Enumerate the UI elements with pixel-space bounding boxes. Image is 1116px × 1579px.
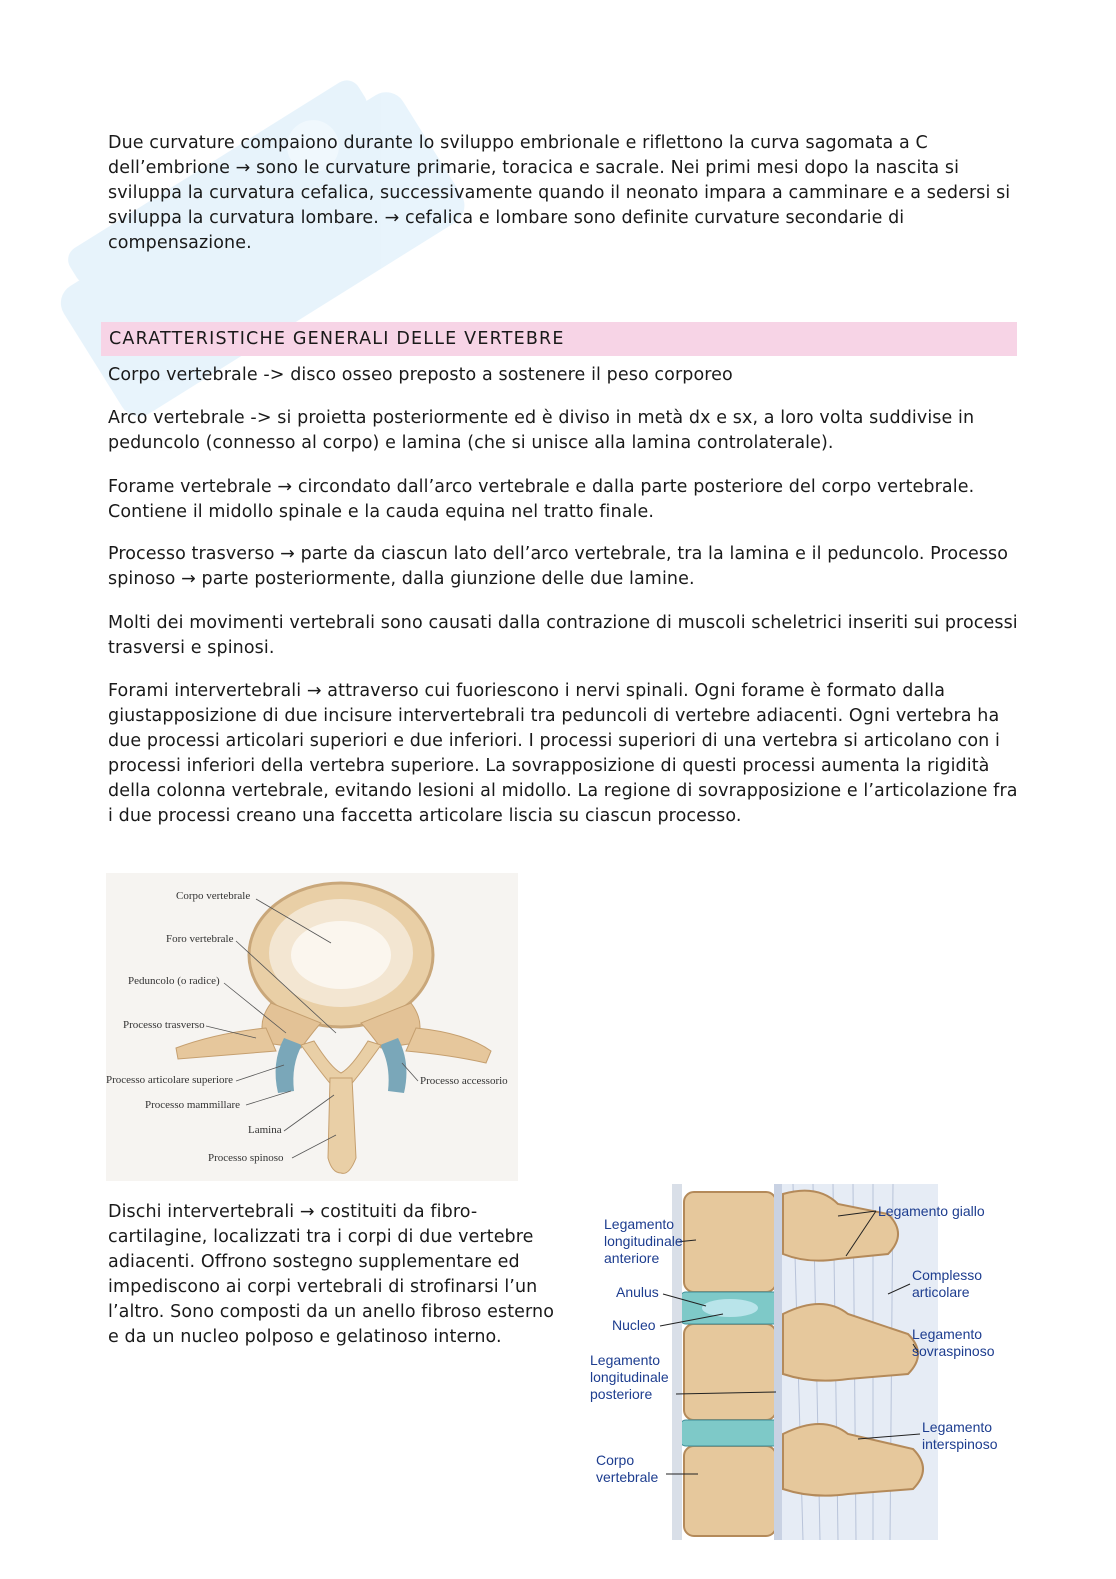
- label-corpo-vertebrale-col: [596, 1452, 658, 1486]
- label-corpo-line1: Corpo: [596, 1452, 635, 1468]
- label-lla-line1: Legamento: [604, 1216, 675, 1232]
- paragraph-corpo-vertebrale: Corpo vertebrale -> disco osseo preposto a sostenere il peso corporeo: [108, 365, 733, 385]
- paragraph-forami-intervertebrali: Forami intervertebrali → attraverso cui fuoriescono i nervi spinali. Ogni forame è formato dalla giustapposizione di due incisure intervertebrali tra peduncoli di vertebre adiacenti. Ogni vertebra ha due processi articolari superiori e due inferiori. I processi superiori di una vertebra si articolano con i processi inferiori della vertebra superiore. La sovrapposizione di questi processi aumenta la rigidità della colonna vertebrale, evitando lesioni al midollo. La regione di sovrapposizione e l’articolazione fra i due processi creano una faccetta articolare liscia su ciascun processo.: [108, 681, 1018, 826]
- paragraph-processi: Processo trasverso → parte da ciascun lato dell’arco vertebrale, tra la lamina e il peduncolo. Processo spinoso → parte posteriormente, dalla giunzione delle due lamine.: [108, 544, 1009, 589]
- paragraph-dischi-intervertebrali: Dischi intervertebrali → costituiti da fibro-cartilagine, localizzati tra i corpi di due vertebre adiacenti. Offrono sostegno supplementare ed impediscono ai corpi vertebrali di strofinarsi l’un l’altro. Sono composti da un anello fibroso esterno e da un nucleo polposo e gelatinoso interno.: [108, 1202, 555, 1347]
- label-interspinoso-line2: interspinoso: [922, 1436, 998, 1452]
- label-nucleo: Nucleo: [612, 1317, 656, 1333]
- label-peduncolo: Peduncolo (o radice): [128, 975, 220, 987]
- label-interspinoso-line1: Legamento: [922, 1419, 993, 1435]
- figure-vertebra: [106, 873, 518, 1181]
- label-processo-trasverso: Processo trasverso: [123, 1019, 205, 1031]
- label-llp-line3: posteriore: [590, 1386, 653, 1402]
- paragraph-forame-vertebrale: Forame vertebrale → circondato dall’arco vertebrale e dalla parte posteriore del corpo vertebrale. Contiene il midollo spinale e la cauda equina nel tratto finale.: [108, 477, 975, 522]
- label-complesso-line2: articolare: [912, 1284, 970, 1300]
- label-corpo-line2: vertebrale: [596, 1469, 659, 1485]
- label-lla-line3: anteriore: [604, 1250, 660, 1266]
- figure-column: [588, 1184, 1004, 1540]
- label-processo-spinoso: Processo spinoso: [208, 1152, 284, 1164]
- paragraph-movimenti: Molti dei movimenti vertebrali sono causati dalla contrazione di muscoli scheletrici inseriti sui processi trasversi e spinosi.: [108, 613, 1018, 658]
- label-legamento-sovraspinoso: [912, 1326, 995, 1360]
- label-anulus: Anulus: [616, 1284, 659, 1300]
- label-legamento-giallo: Legamento giallo: [878, 1203, 985, 1219]
- paragraph-arco-vertebrale: Arco vertebrale -> si proietta posteriormente ed è diviso in metà dx e sx, a loro volta suddivise in peduncolo (connesso al corpo) e lamina (che si unisce alla lamina controlaterale).: [108, 408, 975, 453]
- label-foro-vertebrale: Foro vertebrale: [166, 933, 234, 945]
- label-llp-line2: longitudinale: [590, 1369, 669, 1385]
- section-heading: [101, 322, 1017, 356]
- label-longitudinale-posteriore: [590, 1352, 669, 1403]
- label-sovraspinoso-line1: Legamento: [912, 1326, 983, 1342]
- label-lla-line2: longitudinale: [604, 1233, 683, 1249]
- paragraph-curvature: Due curvature compaiono durante lo sviluppo embrionale e riflettono la curva sagomata a C dell’embrione → sono le curvature primarie, toracica e sacrale. Nei primi mesi dopo la nascita si sviluppa la curvatura cefalica, successivamente quando il neonato impara a camminare e a sedersi si sviluppa la curvatura lombare. → cefalica e lombare sono definite curvature secondarie di compensazione.: [108, 133, 1011, 253]
- label-complesso-line1: Complesso: [912, 1267, 983, 1283]
- label-processo-accessorio: Processo accessorio: [420, 1075, 508, 1087]
- section-heading-text: CARATTERISTICHE GENERALI DELLE VERTEBRE: [109, 329, 565, 349]
- label-processo-articolare: Processo articolare superiore: [106, 1074, 234, 1086]
- label-corpo-vertebrale: Corpo vertebrale: [176, 890, 251, 902]
- label-lamina: Lamina: [248, 1124, 282, 1136]
- label-processo-mammillare: Processo mammillare: [145, 1099, 241, 1111]
- label-legamento-interspinoso: [922, 1419, 998, 1453]
- label-complesso-articolare: [912, 1267, 982, 1301]
- label-llp-line1: Legamento: [590, 1352, 661, 1368]
- label-sovraspinoso-line2: sovraspinoso: [912, 1343, 995, 1359]
- label-longitudinale-anteriore: [604, 1216, 683, 1267]
